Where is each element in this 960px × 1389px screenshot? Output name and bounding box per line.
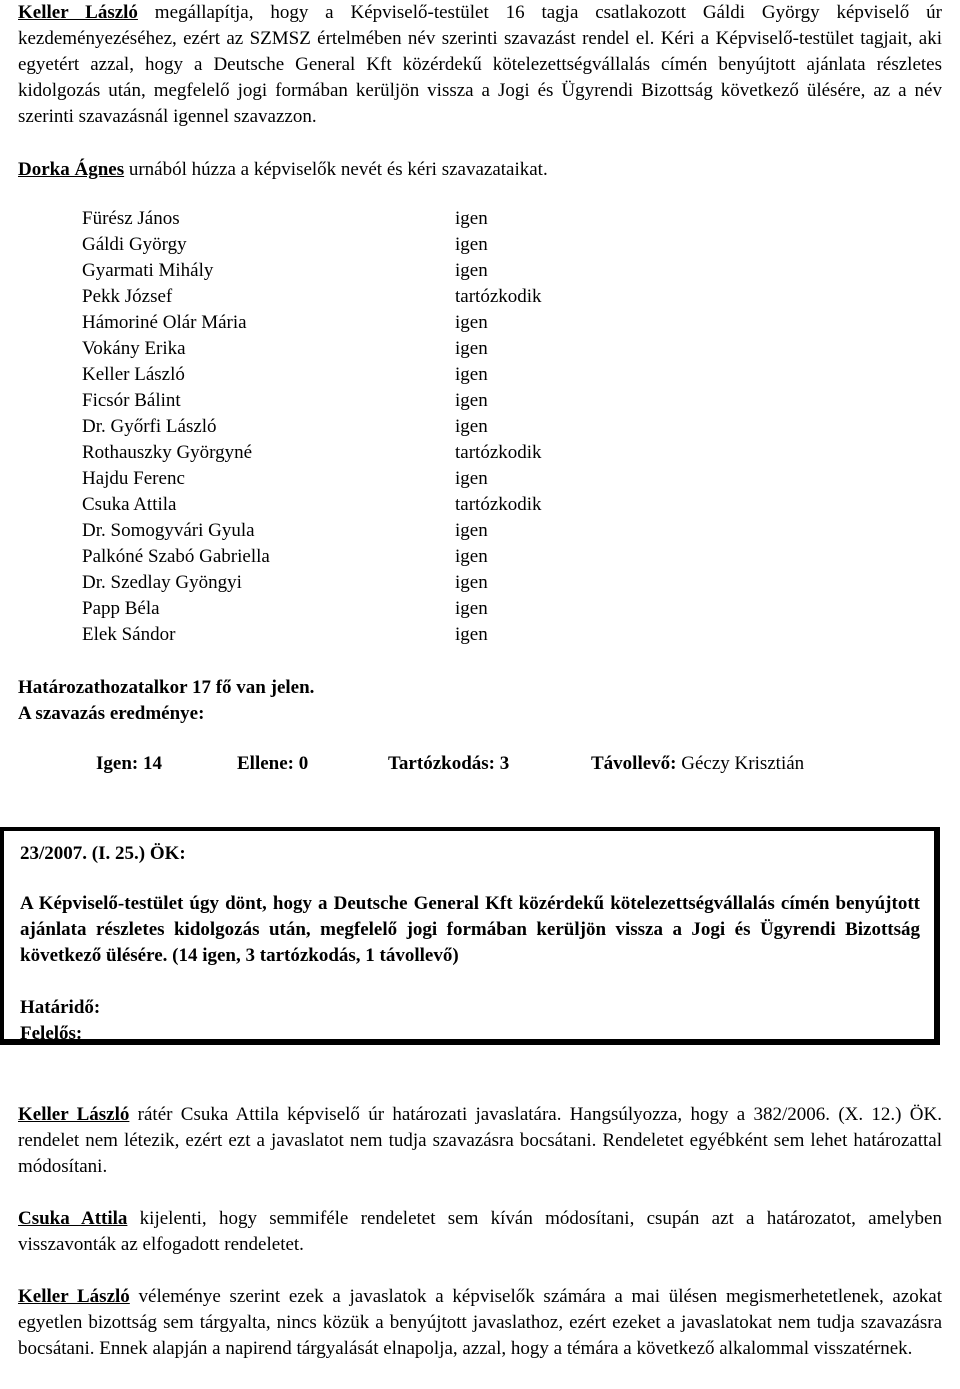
- vote-row: [82, 492, 782, 518]
- member-name: Dr. Somogyvári Gyula: [82, 520, 255, 541]
- paragraph-keller-proposal: [18, 1102, 942, 1180]
- member-name: Papp Béla: [82, 598, 160, 619]
- result-abstain: Tartózkodás: 3: [388, 753, 510, 774]
- vote-row: [82, 258, 782, 284]
- vote-result-heading: A szavazás eredménye:: [18, 703, 205, 724]
- member-vote: igen: [455, 390, 488, 411]
- member-name: Gáldi György: [82, 234, 187, 255]
- paragraph-dorka: [18, 157, 942, 183]
- result-absent: [591, 751, 804, 777]
- present-count: Határozathozatalkor 17 fő van jelen.: [18, 677, 315, 698]
- vote-row: [82, 310, 782, 336]
- paragraph-text: kijelenti, hogy semmiféle rendeletet sem kíván módosítani, csupán azt a határozatot, amelyben visszavonták az elfogadott rendeletet.: [18, 1208, 942, 1255]
- member-vote: igen: [455, 312, 488, 333]
- resolution-responsible: Felelős:: [20, 1023, 83, 1044]
- paragraph-text: véleménye szerint ezek a javaslatok a képviselők számára a mai ülésen megismerhetetlenek, azokat egyetlen bizottság sem tárgyalta, nincs közük a benyújtott javaslathoz, ezért ezeket a javaslatokat nem tudja szavazásra bocsátani. Ennek alapján a napirend tárgyalását elnapolja, azzal, hogy a témára a következő alkalommal visszatérnek.: [18, 1286, 943, 1359]
- member-vote: igen: [455, 208, 488, 229]
- result-no: Ellene: 0: [237, 753, 309, 774]
- vote-row: [82, 518, 782, 544]
- paragraph-keller-closing: [18, 1284, 942, 1362]
- member-name: Pekk József: [82, 286, 173, 307]
- member-name: Vokány Erika: [82, 338, 186, 359]
- vote-row: [82, 596, 782, 622]
- paragraph-text: rátér Csuka Attila képviselő úr határozati javaslatára. Hangsúlyozza, hogy a 382/2006. (X. 12.) ÖK. rendelet nem létezik, ezért ezt a javaslatot nem tudja szavazásra bocsátani. Rendeletet egyébként sem lehet határozattal módosítani.: [18, 1104, 942, 1177]
- vote-row: [82, 622, 782, 648]
- resolution-box: [0, 827, 940, 1045]
- member-vote: tartózkodik: [455, 494, 542, 515]
- paragraph-text: megállapítja, hogy a Képviselő-testület 16 tagja csatlakozott Gáldi György képviselő úr kezdeményezéséhez, ezért az SZMSZ értelmében név szerinti szavazást rendel el. Kéri a Képviselő-testület tagjait, aki egyetért azzal, hogy a Deutsche General Kft közérdekű kötelezettségvállalás címén benyújtott ajánlata részletes kidolgozás után, megfelelő jogi formában kerüljön vissza a Jogi és Ügyrendi Bizottság következő ülésére, az a név szerinti szavazásnál igennel szavazzon.: [18, 2, 942, 127]
- paragraph-csuka: [18, 1206, 942, 1258]
- speaker-name: Keller László: [18, 1286, 130, 1307]
- member-name: Gyarmati Mihály: [82, 260, 214, 281]
- member-vote: igen: [455, 598, 488, 619]
- member-vote: igen: [455, 520, 488, 541]
- vote-row: [82, 206, 782, 232]
- result-yes: Igen: 14: [96, 753, 162, 774]
- speaker-name: Csuka Attila: [18, 1208, 128, 1229]
- vote-row: [82, 570, 782, 596]
- speaker-name: Keller László: [18, 1104, 130, 1125]
- member-name: Fürész János: [82, 208, 180, 229]
- member-vote: igen: [455, 468, 488, 489]
- member-vote: igen: [455, 572, 488, 593]
- member-name: Dr. Szedlay Gyöngyi: [82, 572, 242, 593]
- member-vote: igen: [455, 624, 488, 645]
- vote-row: [82, 362, 782, 388]
- absent-name: Géczy Krisztián: [676, 753, 805, 774]
- member-vote: tartózkodik: [455, 442, 542, 463]
- vote-row: [82, 544, 782, 570]
- vote-row: [82, 466, 782, 492]
- member-vote: tartózkodik: [455, 286, 542, 307]
- member-vote: igen: [455, 416, 488, 437]
- member-name: Hajdu Ferenc: [82, 468, 185, 489]
- member-name: Csuka Attila: [82, 494, 177, 515]
- vote-row: [82, 336, 782, 362]
- member-name: Rothauszky Györgyné: [82, 442, 253, 463]
- speaker-name: Keller László: [18, 2, 138, 23]
- member-vote: igen: [455, 234, 488, 255]
- roll-call-vote-list: [82, 206, 782, 648]
- member-name: Dr. Győrfi László: [82, 416, 217, 437]
- vote-row: [82, 414, 782, 440]
- resolution-number: 23/2007. (I. 25.) ÖK:: [20, 843, 186, 864]
- member-vote: igen: [455, 260, 488, 281]
- resolution-text: A Képviselő-testület úgy dönt, hogy a Deutsche General Kft közérdekű kötelezettségvállalás címén benyújtott ajánlata részletes kidolgozás után, megfelelő jogi formában kerüljön vissza a Jogi és Ügyrendi Bizottság következő ülésére. (14 igen, 3 tartózkodás, 1 távollevő): [20, 893, 920, 966]
- absent-label: Távollevő:: [591, 753, 677, 774]
- vote-row: [82, 440, 782, 466]
- paragraph-keller-intro: [18, 0, 942, 130]
- resolution-deadline: Határidő:: [20, 997, 101, 1018]
- member-name: Keller László: [82, 364, 185, 385]
- member-vote: igen: [455, 364, 488, 385]
- member-name: Ficsór Bálint: [82, 390, 181, 411]
- vote-row: [82, 284, 782, 310]
- member-vote: igen: [455, 338, 488, 359]
- vote-row: [82, 232, 782, 258]
- member-vote: igen: [455, 546, 488, 567]
- vote-row: [82, 388, 782, 414]
- speaker-name: Dorka Ágnes: [18, 159, 125, 180]
- member-name: Hámoriné Olár Mária: [82, 312, 247, 333]
- member-name: Palkóné Szabó Gabriella: [82, 546, 270, 567]
- paragraph-text: urnából húzza a képviselők nevét és kéri szavazataikat.: [124, 159, 548, 180]
- member-name: Elek Sándor: [82, 624, 176, 645]
